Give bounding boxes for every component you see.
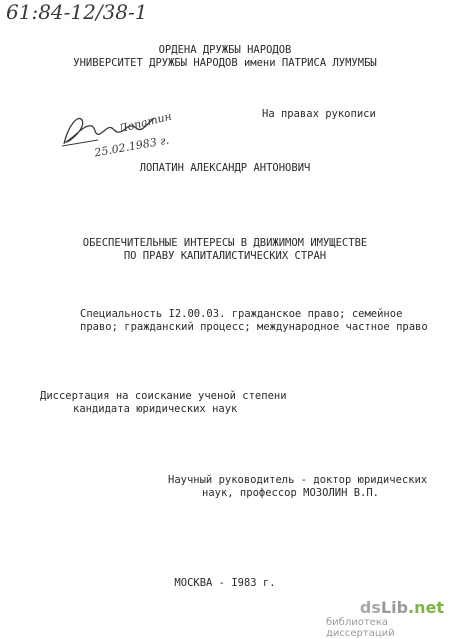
author-name: ЛОПАТИН АЛЕКСАНДР АНТОНОВИЧ	[139, 162, 311, 174]
supervisor-line-1: Научный руководитель - доктор юридических	[168, 474, 428, 486]
order-line: ОРДЕНА ДРУЖБЫ НАРОДОВ	[158, 44, 292, 56]
degree-line-1: Диссертация на соискание ученой степени	[40, 390, 287, 402]
degree-line-2: кандидата юридических наук	[73, 403, 238, 415]
place-year: МОСКВА - I983 г.	[174, 577, 276, 589]
dissertation-title-line-2: ПО ПРАВУ КАПИТАЛИСТИЧЕСКИХ СТРАН	[123, 250, 327, 262]
archive-ref-number: 61:84-12/38-1	[6, 0, 148, 24]
signature-name: Лопатин	[117, 109, 173, 136]
specialty-line-2: право; гражданский процесс; международное частное право	[80, 321, 428, 333]
specialty-line-1: Специальность I2.00.03. гражданское право; семейное	[80, 308, 403, 320]
signature-date: 25.02.1983 г.	[93, 133, 171, 160]
dslib-logo: dsLib.net	[359, 598, 444, 617]
dissertation-title-line-1: ОБЕСПЕЧИТЕЛЬНЫЕ ИНТЕРЕСЫ В ДВИЖИМОМ ИМУЩЕСТВЕ	[82, 237, 368, 249]
rights-note: На правах рукописи	[262, 108, 376, 120]
university-line: УНИВЕРСИТЕТ ДРУЖБЫ НАРОДОВ имени ПАТРИСА ЛУМУМБЫ	[73, 57, 377, 69]
supervisor-line-2: наук, профессор МОЗОЛИН В.П.	[202, 487, 380, 499]
handwritten-signature	[58, 106, 188, 162]
dslib-watermark	[326, 598, 444, 639]
dslib-subtitle: библиотека диссертаций	[326, 617, 395, 639]
